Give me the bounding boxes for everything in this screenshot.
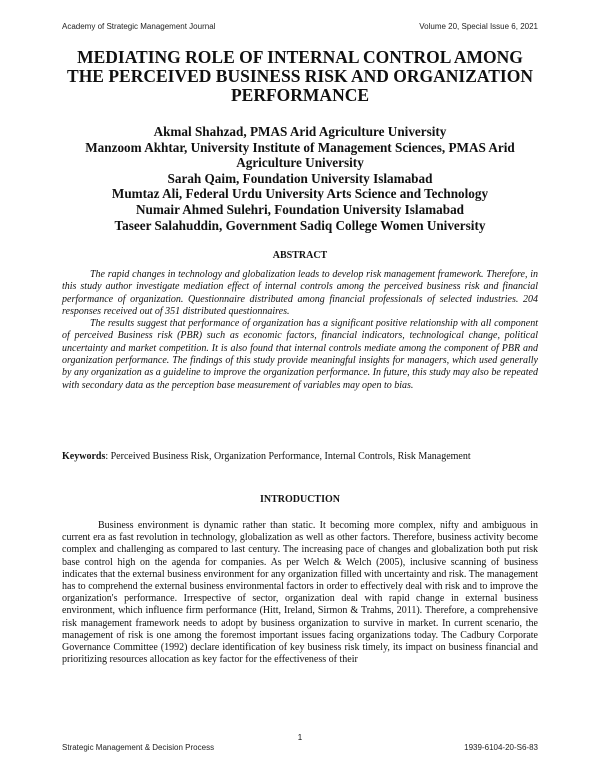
author-line: Mumtaz Ali, Federal Urdu University Arts Science and Technology [111, 186, 489, 202]
abstract-paragraph: The rapid changes in technology and globalization leads to develop risk management framework. Therefore, in this study author investigate mediation effect of internal controls among the perceived business risk and financial performance of organization. Questionnaire distributed among financial professionals of selected industries. 204 responses received out of 351 distributed questionnaires. [62, 269, 538, 317]
keywords [62, 451, 538, 463]
introduction-body [62, 520, 538, 666]
author-line: Manzoom Akhtar, University Institute of Management Sciences, PMAS Arid Agriculture University [85, 139, 515, 171]
introduction-paragraph: Business environment is dynamic rather than static. It becoming more complex, nifty and ambiguous in current era as fast revolution in technology, globalization as well as other factors. Therefore, business activity become complex and challenging as compared to last century. The increasing pace of changes and globalization both put risk base control high on the agenda for companies. As per Welch & Welch (2005), inclusive scanning of business indicates that the external business environment for any organization filled with uncertainty and risk. The management has to comprehend the external business environmental factors in order to effectively deal with risk and to improve the organization's performance. Irrespective of sector, organization deal with rapid change in external business environment, which influence firm performance (Hitt, Ireland, Sirmon & Trahms, 2011). Therefore, a comprehensive risk management framework needs to adopt by business organization to survive in market. In current scenario, the management of risk is one among the foremost important issues facing organizations today. The Cadbury Corporate Governance Committee (1992) declare identification of key business risk timely, its impact on business financial and prioritizing resources allocation as key factor for the effectiveness of their [62, 520, 538, 666]
keywords-label: Keywords [62, 451, 106, 462]
abstract-body [62, 269, 538, 392]
author-line: Numair Ahmed Sulehri, Foundation University Islamabad [135, 201, 465, 217]
header-volume: Volume 20, Special Issue 6, 2021 [419, 22, 538, 31]
author-line: Taseer Salahuddin, Government Sadiq College Women University [114, 217, 486, 233]
footer-code: 1939-6104-20-S6-83 [464, 743, 538, 752]
author-list [62, 124, 538, 233]
running-header [62, 22, 538, 31]
paper-title: MEDIATING ROLE OF INTERNAL CONTROL AMONG THE PERCEIVED BUSINESS RISK AND ORGANIZATION PERFORMANCE [67, 47, 533, 105]
author-line: Sarah Qaim, Foundation University Islamabad [167, 170, 433, 186]
footer-journal: Strategic Management & Decision Process [62, 743, 215, 752]
author-line: Akmal Shahzad, PMAS Arid Agriculture University [153, 124, 447, 139]
introduction-heading: INTRODUCTION [259, 494, 340, 505]
page-number: 1 [297, 733, 303, 742]
running-footer [62, 743, 538, 752]
keywords-text: : Perceived Business Risk, Organization Performance, Internal Controls, Risk Management [105, 451, 471, 462]
header-journal: Academy of Strategic Management Journal [62, 22, 216, 31]
abstract-heading: ABSTRACT [272, 250, 328, 261]
abstract-paragraph: The results suggest that performance of organization has a significant positive relationship with all component of perceived Business risk (PBR) such as economic factors, financial indicators, technological change, political uncertainty and market competition. It is also found that internal controls mediate among the component of PBR and organization performance. The findings of this study provide meaningful insights for managers, which used generally by any organization as a guideline to improve the organization performance. In future, this study may also be repeated with secondary data as the perception base measurement of variables may open to bias. [62, 318, 538, 391]
